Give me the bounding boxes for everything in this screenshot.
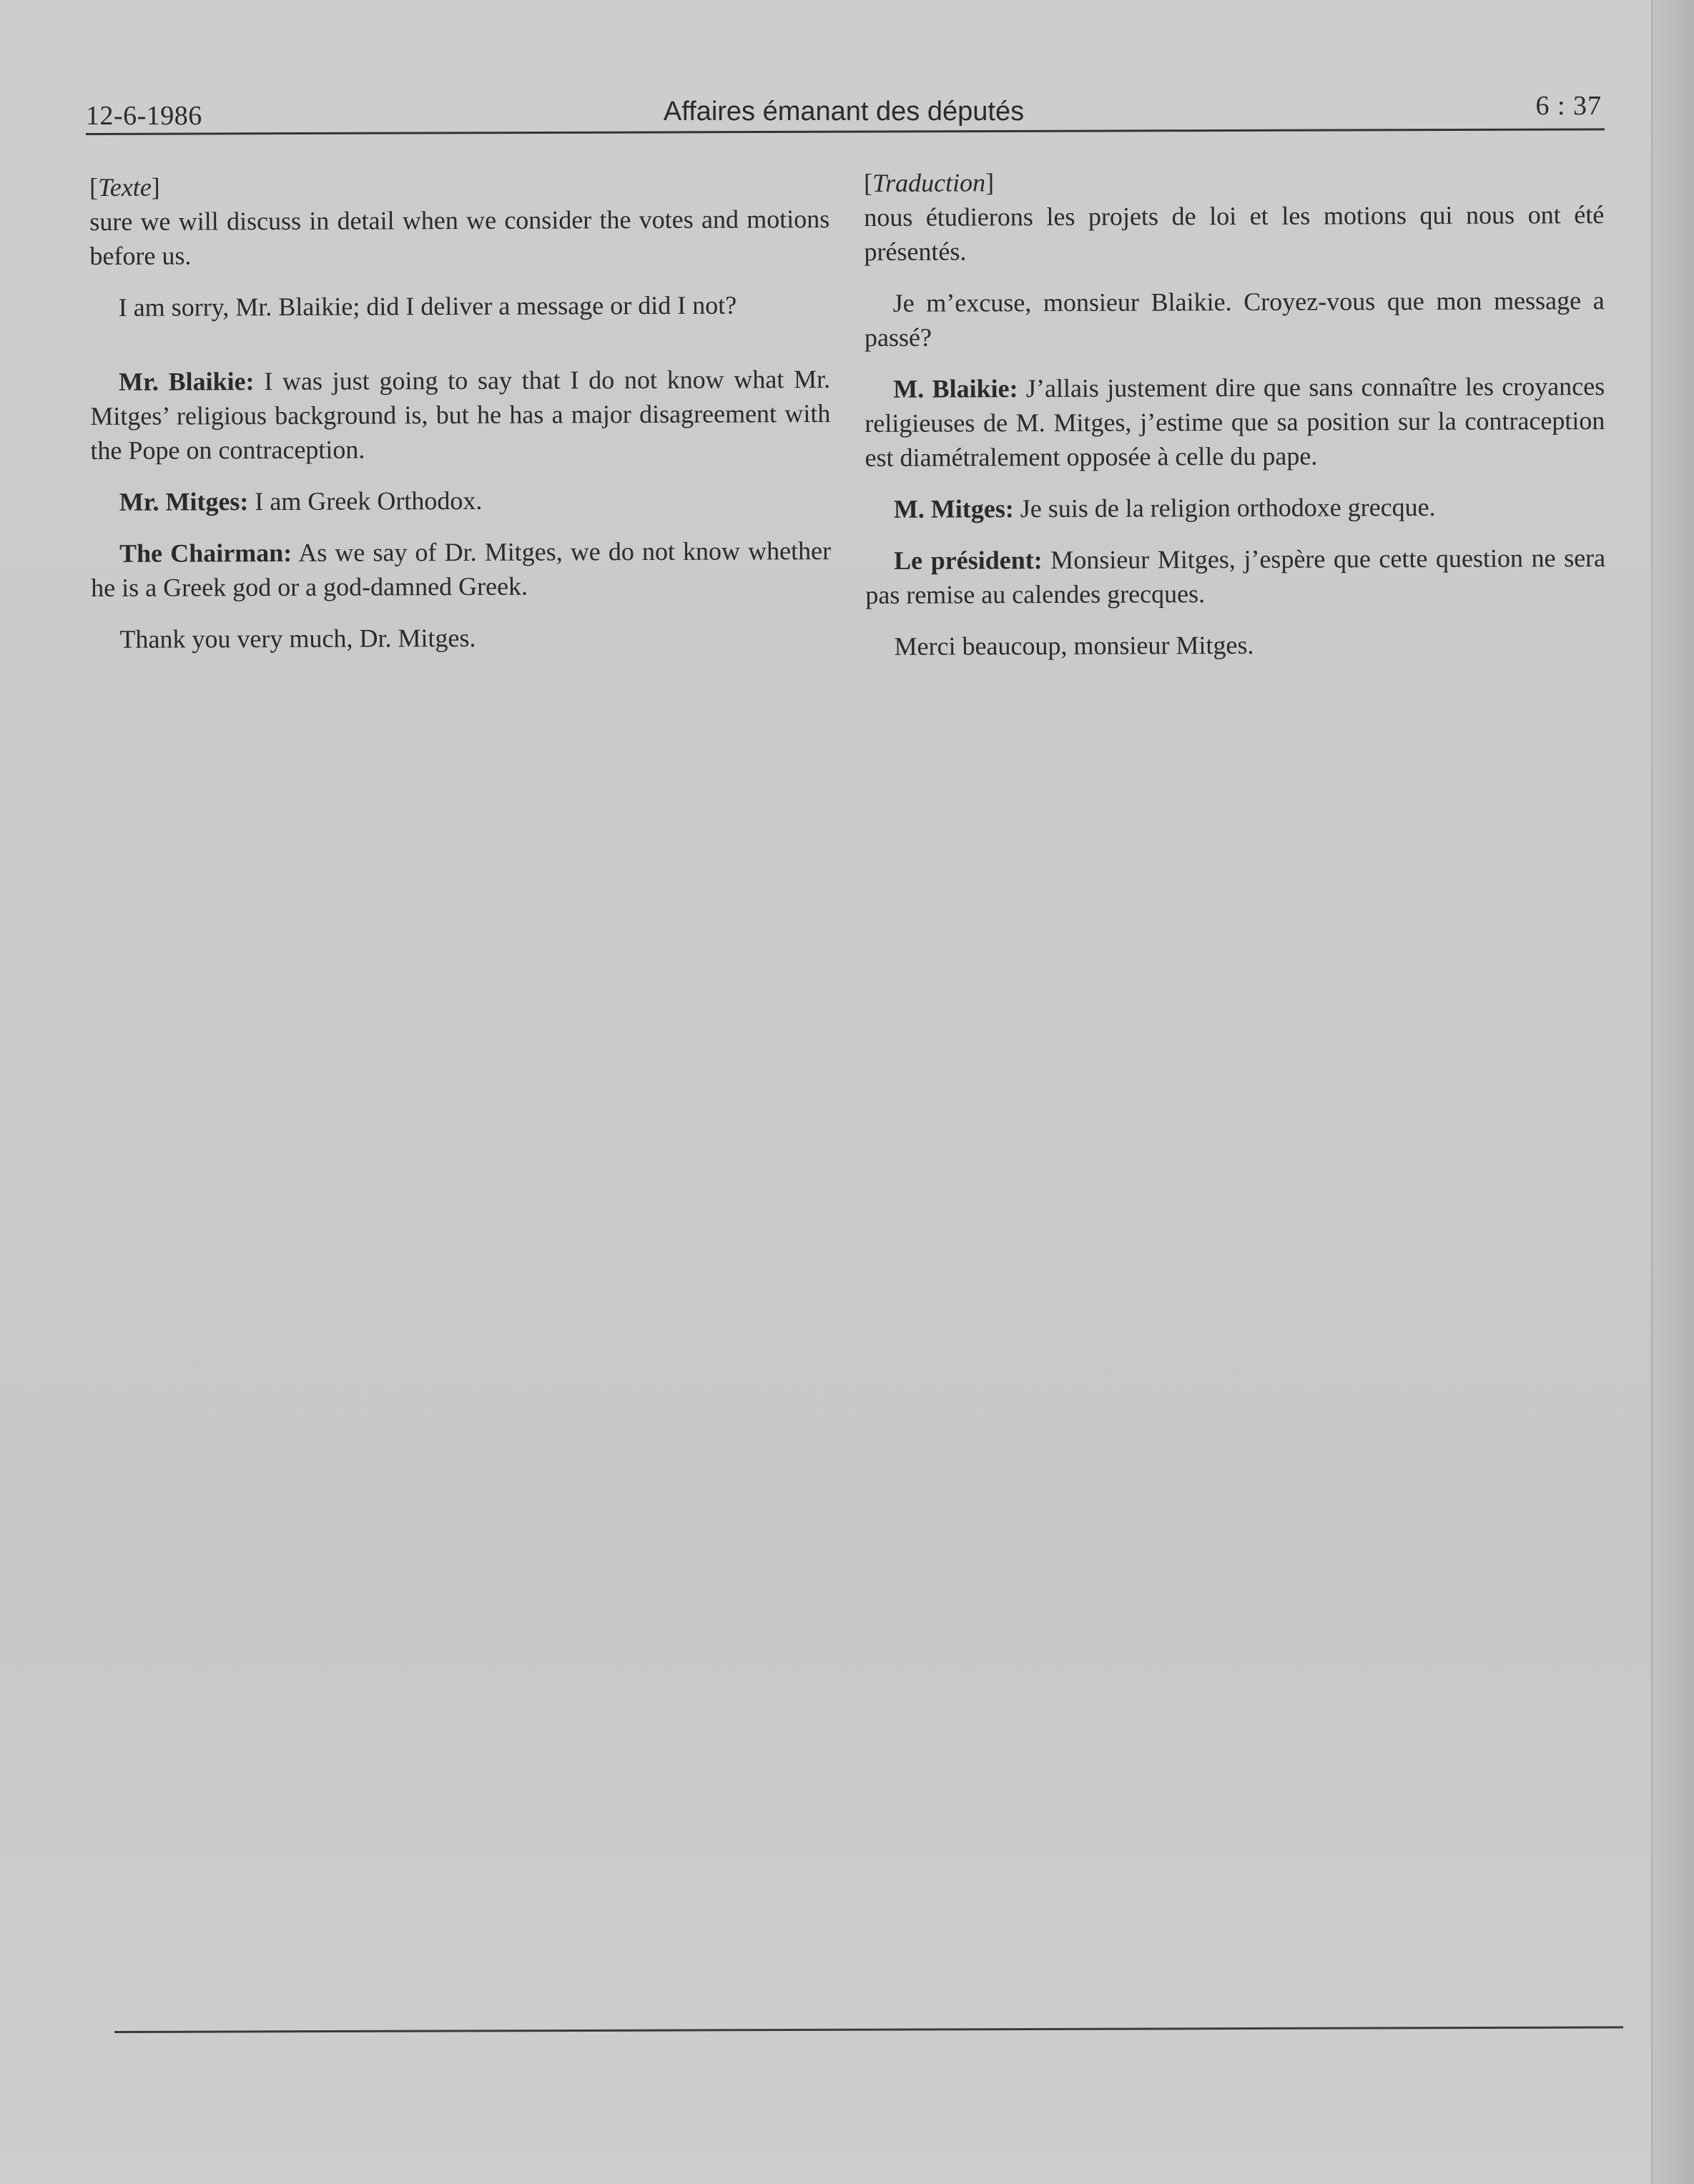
speaker-name: Mr. Blaikie: [119,367,255,396]
speaker-name: Le président: [894,546,1043,575]
language-tag-traduction: [Traduction] [864,168,995,197]
paragraph: Merci beaucoup, monsieur Mitges. [894,630,1254,661]
speaker-name: M. Blaikie: [893,374,1018,403]
paragraph: Je m’excuse, monsieur Blaikie. Croyez-vous que mon message a passé? [864,286,1605,352]
paragraph-blaikie: Mr. Blaikie: I was just going to say that I do not know what Mr. Mitges’ religious background is, but he has a major disagreement with the Pope on contraception. [90,365,831,465]
paragraph-mitges: Mr. Mitges: I am Greek Orthodox. [119,486,483,516]
speaker-name: Mr. Mitges: [119,487,249,516]
speaker-name: The Chairman: [119,538,292,568]
header-date: 12-6-1986 [86,101,202,131]
paragraph-blaikie: M. Blaikie: J’allais justement dire que sans connaître les croyances religieuses de M. Mitges, j’estime que sa position sur la contraception est diamétralement opposée à celle du pape. [865,372,1605,472]
paragraph: nous étudierons les projets de loi et les motions qui nous ont été présentés. [864,200,1605,266]
french-column [864,163,1606,681]
paragraph: Thank you very much, Dr. Mitges. [119,623,476,654]
header-title: Affaires émanant des députés [663,97,1025,127]
speaker-name: M. Mitges: [893,494,1014,523]
language-tag-texte: [Texte] [89,172,160,202]
paragraph-chairman: The Chairman: As we say of Dr. Mitges, we do not know whether he is a Greek god or a god-damned Greek. [91,536,832,602]
paragraph-mitges: M. Mitges: Je suis de la religion orthodoxe grecque. [893,492,1436,523]
english-column [89,167,832,674]
paragraph-president: Le président: Monsieur Mitges, j’espère que cette question ne sera pas remise au calendes grecques. [865,543,1606,609]
page-edge-shadow [1651,0,1694,2184]
header-page-number: 6 : 37 [1535,91,1602,121]
paragraph: sure we will discuss in detail when we consider the votes and motions before us. [89,205,830,270]
paragraph: I am sorry, Mr. Blaikie; did I deliver a message or did I not? [118,290,737,322]
footer-rule [114,2026,1623,2033]
